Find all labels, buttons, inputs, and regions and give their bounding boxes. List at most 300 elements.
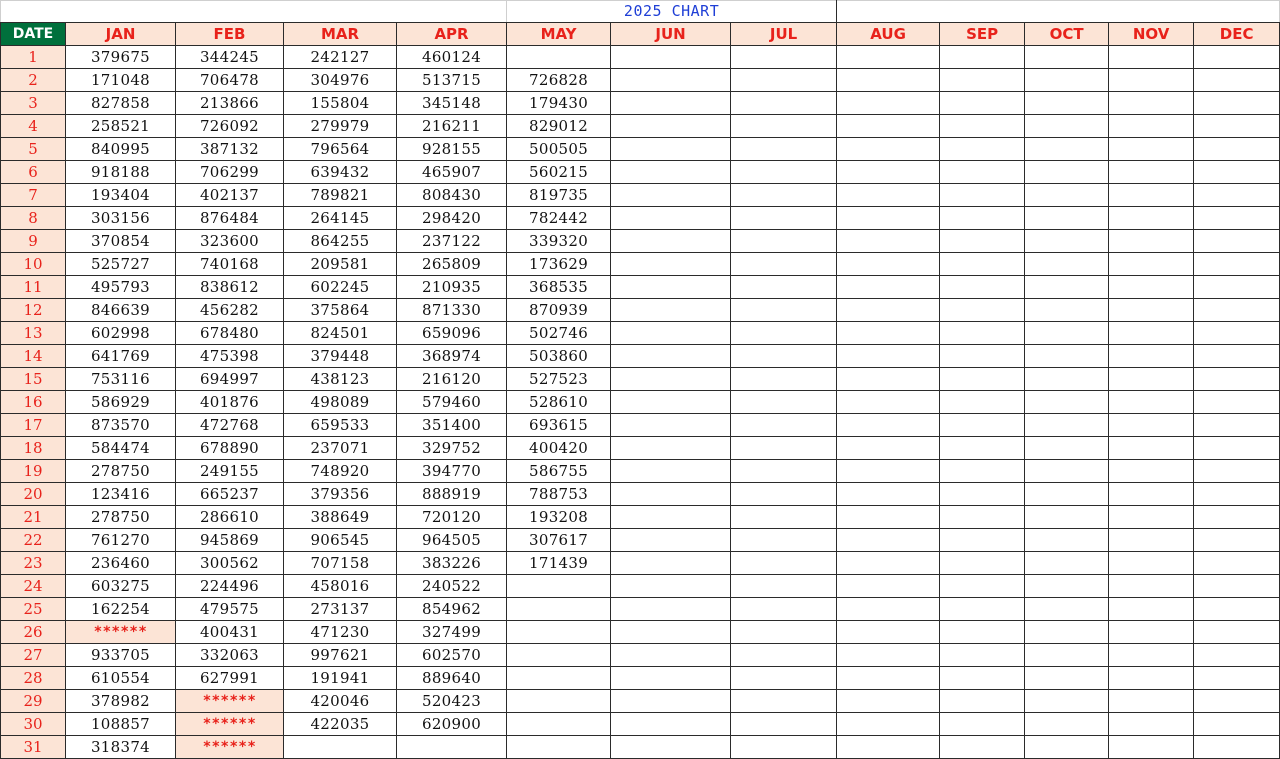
value-cell[interactable] <box>731 437 837 460</box>
value-cell[interactable]: 351400 <box>397 414 507 437</box>
value-cell[interactable]: 394770 <box>397 460 507 483</box>
value-cell[interactable] <box>837 644 940 667</box>
value-cell[interactable] <box>940 138 1025 161</box>
value-cell[interactable] <box>611 207 731 230</box>
value-cell[interactable] <box>731 621 837 644</box>
date-cell[interactable]: 23 <box>1 552 66 575</box>
value-cell[interactable] <box>507 644 611 667</box>
header-cell-dec[interactable]: DEC <box>1194 23 1280 46</box>
value-cell[interactable] <box>731 529 837 552</box>
value-cell[interactable] <box>731 713 837 736</box>
value-cell[interactable] <box>731 345 837 368</box>
value-cell[interactable] <box>1025 483 1109 506</box>
value-cell[interactable]: 400420 <box>507 437 611 460</box>
value-cell[interactable] <box>731 736 837 759</box>
value-cell[interactable] <box>837 46 940 69</box>
value-cell[interactable] <box>1025 506 1109 529</box>
value-cell[interactable] <box>940 276 1025 299</box>
value-cell[interactable] <box>1109 253 1194 276</box>
value-cell[interactable]: 873570 <box>66 414 176 437</box>
value-cell[interactable] <box>1109 437 1194 460</box>
value-cell[interactable] <box>940 230 1025 253</box>
value-cell[interactable] <box>1025 460 1109 483</box>
value-cell[interactable] <box>611 506 731 529</box>
value-cell[interactable] <box>837 299 940 322</box>
value-cell[interactable] <box>1194 138 1280 161</box>
value-cell[interactable] <box>1025 644 1109 667</box>
value-cell[interactable] <box>611 529 731 552</box>
value-cell[interactable]: 888919 <box>397 483 507 506</box>
value-cell[interactable] <box>1025 690 1109 713</box>
value-cell[interactable] <box>1109 736 1194 759</box>
date-cell[interactable]: 2 <box>1 69 66 92</box>
value-cell[interactable]: 610554 <box>66 667 176 690</box>
value-cell[interactable] <box>837 690 940 713</box>
value-cell[interactable]: 344245 <box>176 46 284 69</box>
value-cell[interactable] <box>1194 46 1280 69</box>
value-cell[interactable]: 525727 <box>66 253 176 276</box>
value-cell[interactable] <box>731 368 837 391</box>
value-cell[interactable]: 258521 <box>66 115 176 138</box>
value-cell[interactable] <box>731 506 837 529</box>
value-cell[interactable] <box>1109 552 1194 575</box>
date-cell[interactable]: 16 <box>1 391 66 414</box>
value-cell[interactable] <box>1109 483 1194 506</box>
value-cell[interactable] <box>1025 391 1109 414</box>
date-cell[interactable]: 10 <box>1 253 66 276</box>
value-cell[interactable]: 123416 <box>66 483 176 506</box>
value-cell[interactable] <box>940 575 1025 598</box>
value-cell[interactable]: 761270 <box>66 529 176 552</box>
value-cell[interactable] <box>940 598 1025 621</box>
value-cell[interactable] <box>611 713 731 736</box>
value-cell[interactable] <box>1194 667 1280 690</box>
value-cell[interactable] <box>940 437 1025 460</box>
value-cell[interactable] <box>731 414 837 437</box>
value-cell[interactable] <box>1025 299 1109 322</box>
date-cell[interactable]: 5 <box>1 138 66 161</box>
value-cell[interactable] <box>1109 276 1194 299</box>
value-cell[interactable] <box>940 736 1025 759</box>
value-cell[interactable]: 500505 <box>507 138 611 161</box>
value-cell[interactable]: 179430 <box>507 92 611 115</box>
value-cell[interactable]: 819735 <box>507 184 611 207</box>
value-cell[interactable] <box>1194 736 1280 759</box>
value-cell[interactable] <box>731 138 837 161</box>
value-cell[interactable] <box>731 184 837 207</box>
value-cell[interactable] <box>611 598 731 621</box>
value-cell[interactable] <box>1025 736 1109 759</box>
value-cell[interactable]: 171439 <box>507 552 611 575</box>
value-cell[interactable] <box>611 230 731 253</box>
value-cell[interactable]: 748920 <box>284 460 397 483</box>
value-cell[interactable]: 945869 <box>176 529 284 552</box>
value-cell[interactable] <box>1025 529 1109 552</box>
value-cell[interactable]: 840995 <box>66 138 176 161</box>
value-cell[interactable]: 438123 <box>284 368 397 391</box>
header-cell-feb[interactable]: FEB <box>176 23 284 46</box>
value-cell[interactable] <box>940 506 1025 529</box>
value-cell[interactable] <box>611 138 731 161</box>
value-cell[interactable] <box>940 92 1025 115</box>
value-cell[interactable]: 782442 <box>507 207 611 230</box>
value-cell[interactable] <box>611 253 731 276</box>
value-cell[interactable] <box>507 621 611 644</box>
value-cell[interactable] <box>837 667 940 690</box>
value-cell[interactable] <box>1025 437 1109 460</box>
value-cell[interactable]: 224496 <box>176 575 284 598</box>
date-cell[interactable]: 18 <box>1 437 66 460</box>
value-cell[interactable]: 278750 <box>66 506 176 529</box>
value-cell[interactable]: 513715 <box>397 69 507 92</box>
value-cell[interactable]: 304976 <box>284 69 397 92</box>
value-cell[interactable]: 586755 <box>507 460 611 483</box>
value-cell[interactable] <box>1194 414 1280 437</box>
date-cell[interactable]: 7 <box>1 184 66 207</box>
value-cell[interactable]: 502746 <box>507 322 611 345</box>
value-cell[interactable]: 906545 <box>284 529 397 552</box>
value-cell[interactable] <box>731 644 837 667</box>
header-cell-apr[interactable]: APR <box>397 23 507 46</box>
value-cell[interactable] <box>837 161 940 184</box>
value-cell[interactable] <box>837 414 940 437</box>
value-cell[interactable]: 838612 <box>176 276 284 299</box>
value-cell[interactable] <box>1025 184 1109 207</box>
value-cell[interactable] <box>940 460 1025 483</box>
value-cell[interactable]: ****** <box>176 690 284 713</box>
value-cell[interactable] <box>1194 207 1280 230</box>
header-cell-sep[interactable]: SEP <box>940 23 1025 46</box>
value-cell[interactable]: 475398 <box>176 345 284 368</box>
value-cell[interactable] <box>1025 253 1109 276</box>
date-cell[interactable]: 31 <box>1 736 66 759</box>
value-cell[interactable] <box>731 667 837 690</box>
date-cell[interactable]: 21 <box>1 506 66 529</box>
value-cell[interactable] <box>284 736 397 759</box>
value-cell[interactable] <box>611 460 731 483</box>
value-cell[interactable]: 264145 <box>284 207 397 230</box>
value-cell[interactable] <box>1025 207 1109 230</box>
value-cell[interactable] <box>611 92 731 115</box>
value-cell[interactable] <box>1109 598 1194 621</box>
value-cell[interactable] <box>611 483 731 506</box>
value-cell[interactable]: 933705 <box>66 644 176 667</box>
value-cell[interactable] <box>611 690 731 713</box>
value-cell[interactable] <box>837 184 940 207</box>
value-cell[interactable] <box>1109 345 1194 368</box>
value-cell[interactable] <box>731 230 837 253</box>
value-cell[interactable]: 379675 <box>66 46 176 69</box>
value-cell[interactable]: 339320 <box>507 230 611 253</box>
header-cell-jan[interactable]: JAN <box>66 23 176 46</box>
value-cell[interactable] <box>611 736 731 759</box>
value-cell[interactable] <box>1194 161 1280 184</box>
value-cell[interactable]: 720120 <box>397 506 507 529</box>
value-cell[interactable]: 641769 <box>66 345 176 368</box>
value-cell[interactable]: 383226 <box>397 552 507 575</box>
value-cell[interactable]: 824501 <box>284 322 397 345</box>
value-cell[interactable] <box>611 667 731 690</box>
value-cell[interactable] <box>1194 230 1280 253</box>
value-cell[interactable]: 694997 <box>176 368 284 391</box>
value-cell[interactable]: 329752 <box>397 437 507 460</box>
value-cell[interactable]: 286610 <box>176 506 284 529</box>
value-cell[interactable] <box>731 115 837 138</box>
value-cell[interactable] <box>1025 667 1109 690</box>
value-cell[interactable] <box>1109 92 1194 115</box>
value-cell[interactable]: 236460 <box>66 552 176 575</box>
value-cell[interactable] <box>1025 69 1109 92</box>
value-cell[interactable] <box>1109 46 1194 69</box>
value-cell[interactable] <box>1194 552 1280 575</box>
value-cell[interactable] <box>1109 115 1194 138</box>
value-cell[interactable]: 639432 <box>284 161 397 184</box>
value-cell[interactable] <box>1194 575 1280 598</box>
value-cell[interactable]: 327499 <box>397 621 507 644</box>
value-cell[interactable] <box>1025 92 1109 115</box>
value-cell[interactable] <box>1109 460 1194 483</box>
value-cell[interactable] <box>1109 667 1194 690</box>
value-cell[interactable] <box>1194 115 1280 138</box>
value-cell[interactable]: 870939 <box>507 299 611 322</box>
date-cell[interactable]: 1 <box>1 46 66 69</box>
value-cell[interactable]: 520423 <box>397 690 507 713</box>
value-cell[interactable] <box>611 414 731 437</box>
value-cell[interactable] <box>940 621 1025 644</box>
value-cell[interactable]: 584474 <box>66 437 176 460</box>
value-cell[interactable] <box>611 391 731 414</box>
value-cell[interactable]: 928155 <box>397 138 507 161</box>
value-cell[interactable] <box>837 713 940 736</box>
value-cell[interactable] <box>1025 345 1109 368</box>
value-cell[interactable] <box>1025 115 1109 138</box>
value-cell[interactable] <box>1109 414 1194 437</box>
date-cell[interactable]: 11 <box>1 276 66 299</box>
value-cell[interactable]: 303156 <box>66 207 176 230</box>
value-cell[interactable] <box>1194 253 1280 276</box>
value-cell[interactable]: 726828 <box>507 69 611 92</box>
value-cell[interactable] <box>611 437 731 460</box>
value-cell[interactable] <box>1109 368 1194 391</box>
value-cell[interactable] <box>731 690 837 713</box>
date-cell[interactable]: 8 <box>1 207 66 230</box>
value-cell[interactable]: 345148 <box>397 92 507 115</box>
value-cell[interactable]: 706478 <box>176 69 284 92</box>
value-cell[interactable] <box>837 621 940 644</box>
value-cell[interactable] <box>731 207 837 230</box>
header-cell-may[interactable]: MAY <box>507 23 611 46</box>
value-cell[interactable]: 740168 <box>176 253 284 276</box>
value-cell[interactable] <box>731 598 837 621</box>
value-cell[interactable] <box>611 115 731 138</box>
value-cell[interactable]: 789821 <box>284 184 397 207</box>
value-cell[interactable] <box>940 667 1025 690</box>
value-cell[interactable] <box>731 460 837 483</box>
value-cell[interactable] <box>1194 322 1280 345</box>
value-cell[interactable]: 528610 <box>507 391 611 414</box>
value-cell[interactable]: 603275 <box>66 575 176 598</box>
value-cell[interactable]: 808430 <box>397 184 507 207</box>
value-cell[interactable]: 876484 <box>176 207 284 230</box>
value-cell[interactable] <box>731 552 837 575</box>
value-cell[interactable]: 378982 <box>66 690 176 713</box>
value-cell[interactable] <box>731 483 837 506</box>
value-cell[interactable]: 332063 <box>176 644 284 667</box>
value-cell[interactable] <box>1194 299 1280 322</box>
value-cell[interactable] <box>731 299 837 322</box>
value-cell[interactable] <box>1025 138 1109 161</box>
date-cell[interactable]: 14 <box>1 345 66 368</box>
value-cell[interactable]: 627991 <box>176 667 284 690</box>
value-cell[interactable] <box>1109 529 1194 552</box>
value-cell[interactable] <box>837 138 940 161</box>
value-cell[interactable]: 620900 <box>397 713 507 736</box>
value-cell[interactable]: 456282 <box>176 299 284 322</box>
value-cell[interactable] <box>837 575 940 598</box>
date-cell[interactable]: 3 <box>1 92 66 115</box>
value-cell[interactable] <box>940 391 1025 414</box>
value-cell[interactable]: 602245 <box>284 276 397 299</box>
value-cell[interactable]: 240522 <box>397 575 507 598</box>
value-cell[interactable]: 997621 <box>284 644 397 667</box>
value-cell[interactable] <box>1025 230 1109 253</box>
header-cell-nov[interactable]: NOV <box>1109 23 1194 46</box>
value-cell[interactable]: 375864 <box>284 299 397 322</box>
value-cell[interactable]: 659533 <box>284 414 397 437</box>
value-cell[interactable] <box>1194 276 1280 299</box>
value-cell[interactable]: 665237 <box>176 483 284 506</box>
value-cell[interactable]: 854962 <box>397 598 507 621</box>
value-cell[interactable] <box>507 598 611 621</box>
value-cell[interactable]: 460124 <box>397 46 507 69</box>
date-cell[interactable]: 27 <box>1 644 66 667</box>
value-cell[interactable]: 368535 <box>507 276 611 299</box>
value-cell[interactable]: 237122 <box>397 230 507 253</box>
value-cell[interactable]: 388649 <box>284 506 397 529</box>
date-cell[interactable]: 30 <box>1 713 66 736</box>
date-cell[interactable]: 17 <box>1 414 66 437</box>
value-cell[interactable]: 472768 <box>176 414 284 437</box>
value-cell[interactable] <box>611 345 731 368</box>
value-cell[interactable]: 420046 <box>284 690 397 713</box>
value-cell[interactable] <box>1109 391 1194 414</box>
value-cell[interactable]: 707158 <box>284 552 397 575</box>
value-cell[interactable] <box>940 253 1025 276</box>
value-cell[interactable] <box>837 230 940 253</box>
value-cell[interactable] <box>837 69 940 92</box>
value-cell[interactable]: 918188 <box>66 161 176 184</box>
value-cell[interactable]: 400431 <box>176 621 284 644</box>
value-cell[interactable]: 706299 <box>176 161 284 184</box>
date-cell[interactable]: 20 <box>1 483 66 506</box>
value-cell[interactable] <box>837 276 940 299</box>
header-cell-mar[interactable]: MAR <box>284 23 397 46</box>
value-cell[interactable] <box>1194 184 1280 207</box>
value-cell[interactable] <box>1025 598 1109 621</box>
value-cell[interactable] <box>837 437 940 460</box>
value-cell[interactable] <box>940 345 1025 368</box>
value-cell[interactable]: 237071 <box>284 437 397 460</box>
value-cell[interactable] <box>1109 322 1194 345</box>
value-cell[interactable] <box>507 575 611 598</box>
value-cell[interactable] <box>507 690 611 713</box>
value-cell[interactable] <box>731 276 837 299</box>
value-cell[interactable] <box>1025 368 1109 391</box>
value-cell[interactable]: 162254 <box>66 598 176 621</box>
value-cell[interactable] <box>611 69 731 92</box>
date-cell[interactable]: 26 <box>1 621 66 644</box>
value-cell[interactable] <box>1025 46 1109 69</box>
value-cell[interactable] <box>1109 713 1194 736</box>
value-cell[interactable]: 193208 <box>507 506 611 529</box>
value-cell[interactable] <box>611 368 731 391</box>
value-cell[interactable] <box>611 299 731 322</box>
value-cell[interactable] <box>507 46 611 69</box>
value-cell[interactable] <box>611 575 731 598</box>
value-cell[interactable] <box>731 575 837 598</box>
value-cell[interactable] <box>940 299 1025 322</box>
value-cell[interactable] <box>940 46 1025 69</box>
value-cell[interactable]: 278750 <box>66 460 176 483</box>
value-cell[interactable] <box>837 322 940 345</box>
value-cell[interactable] <box>837 460 940 483</box>
value-cell[interactable]: 279979 <box>284 115 397 138</box>
value-cell[interactable] <box>837 368 940 391</box>
value-cell[interactable] <box>507 736 611 759</box>
value-cell[interactable]: 300562 <box>176 552 284 575</box>
value-cell[interactable] <box>940 184 1025 207</box>
value-cell[interactable]: 829012 <box>507 115 611 138</box>
value-cell[interactable] <box>1109 690 1194 713</box>
value-cell[interactable] <box>1109 575 1194 598</box>
header-cell-aug[interactable]: AUG <box>837 23 940 46</box>
value-cell[interactable] <box>611 46 731 69</box>
value-cell[interactable] <box>940 483 1025 506</box>
header-cell-jul[interactable]: JUL <box>731 23 837 46</box>
value-cell[interactable] <box>837 552 940 575</box>
value-cell[interactable] <box>940 368 1025 391</box>
value-cell[interactable] <box>1194 690 1280 713</box>
value-cell[interactable] <box>611 552 731 575</box>
value-cell[interactable] <box>837 598 940 621</box>
value-cell[interactable]: 213866 <box>176 92 284 115</box>
value-cell[interactable]: 693615 <box>507 414 611 437</box>
value-cell[interactable] <box>1109 230 1194 253</box>
value-cell[interactable]: ****** <box>176 736 284 759</box>
value-cell[interactable] <box>397 736 507 759</box>
value-cell[interactable]: 560215 <box>507 161 611 184</box>
value-cell[interactable]: 370854 <box>66 230 176 253</box>
value-cell[interactable] <box>837 92 940 115</box>
value-cell[interactable]: 209581 <box>284 253 397 276</box>
value-cell[interactable] <box>940 644 1025 667</box>
value-cell[interactable] <box>1194 529 1280 552</box>
value-cell[interactable]: 503860 <box>507 345 611 368</box>
value-cell[interactable]: 210935 <box>397 276 507 299</box>
value-cell[interactable] <box>1109 161 1194 184</box>
value-cell[interactable] <box>507 713 611 736</box>
value-cell[interactable] <box>731 69 837 92</box>
value-cell[interactable]: 846639 <box>66 299 176 322</box>
value-cell[interactable]: 586929 <box>66 391 176 414</box>
value-cell[interactable]: 422035 <box>284 713 397 736</box>
value-cell[interactable]: 265809 <box>397 253 507 276</box>
value-cell[interactable]: 602998 <box>66 322 176 345</box>
value-cell[interactable] <box>1025 575 1109 598</box>
value-cell[interactable]: 249155 <box>176 460 284 483</box>
value-cell[interactable]: 498089 <box>284 391 397 414</box>
value-cell[interactable] <box>940 529 1025 552</box>
